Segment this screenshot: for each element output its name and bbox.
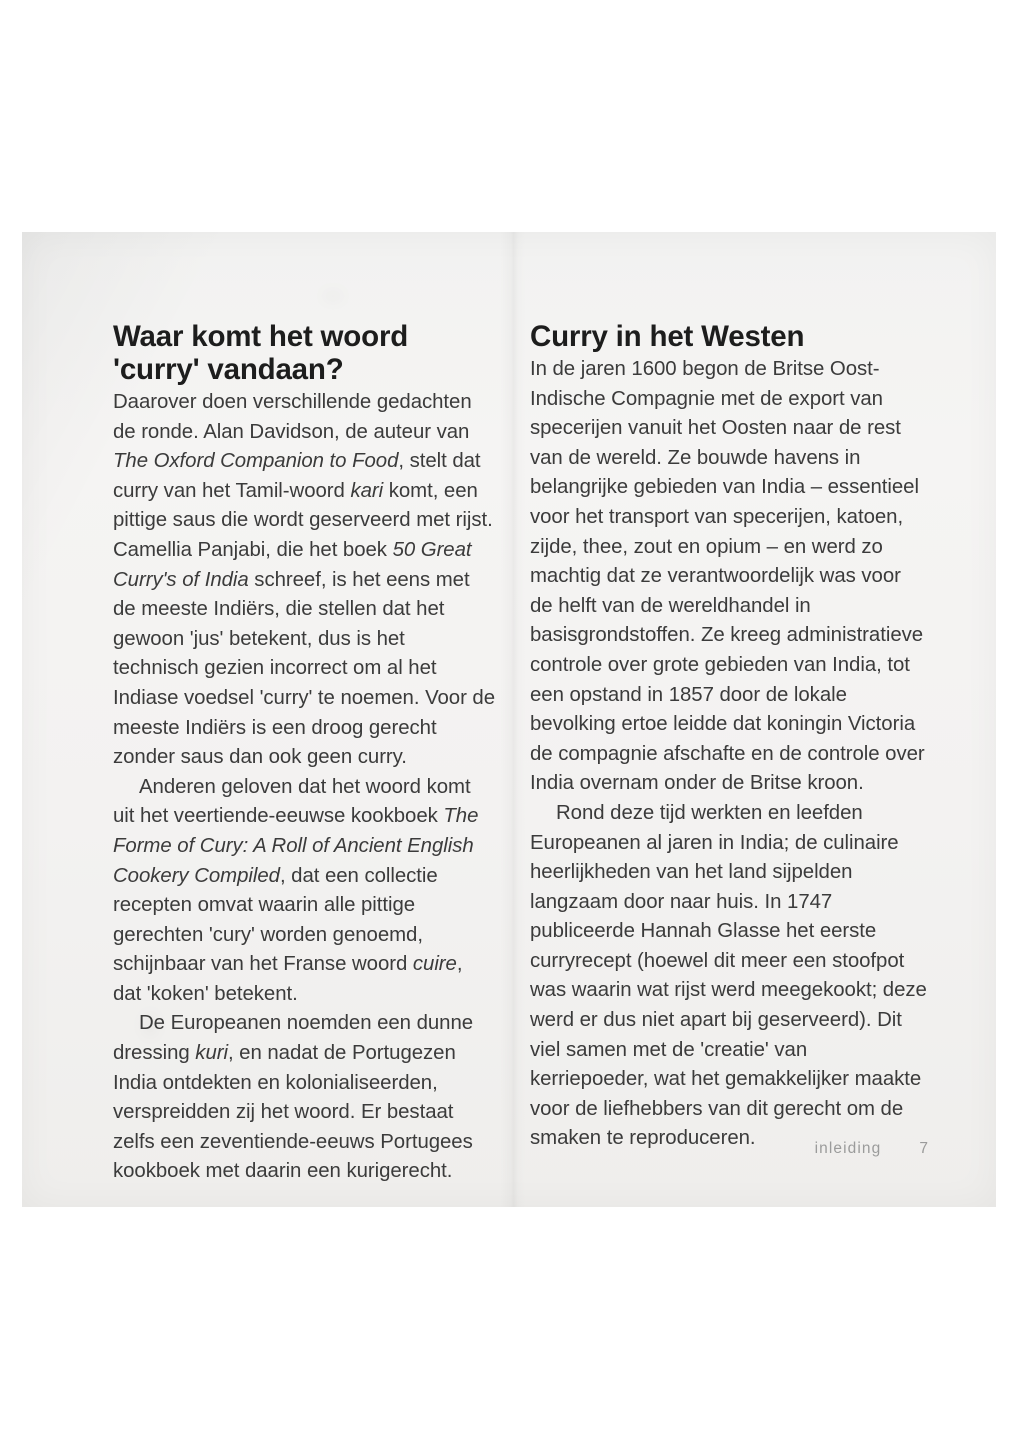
left-text-column bbox=[113, 320, 495, 1187]
left-column-body bbox=[113, 388, 495, 1187]
italic-title: kuri bbox=[195, 1042, 228, 1065]
right-column-heading: Curry in het Westen bbox=[530, 320, 805, 353]
body-paragraph: In de jaren 1600 begon de Britse Oost-Indische Compagnie met de export van specerijen vanuit het Oosten naar de rest van de wereld. Ze bouwde havens in belangrijke gebieden van India – essentieel voor het transport van specerijen, katoen, zijde, thee, zout en opium – en werd zo machtig dat ze verantwoordelijk was voor de helft van de wereldhandel in basisgrondstoffen. Ze kreeg administratieve controle over grote gebieden van India, tot een opstand in 1857 door de lokale bevolking ertoe leidde dat koningin Victoria de compagnie afschafte en de controle over India overnam onder de Britse kroon. bbox=[530, 358, 925, 795]
italic-title: 50 Great Curry's of India bbox=[113, 538, 472, 591]
scanned-page-sheet bbox=[22, 232, 996, 1207]
right-text-column bbox=[530, 320, 928, 1154]
left-column-heading: Waar komt het woord 'curry' vandaan? bbox=[113, 320, 409, 386]
page-number: 7 bbox=[919, 1140, 928, 1157]
article-columns bbox=[22, 232, 996, 1207]
body-paragraph: Rond deze tijd werkten en leefden Europeanen al jaren in India; de culinaire heerlijkheden van het land sijpelden langzaam door naar huis. In 1747 publiceerde Hannah Glasse het eerste curryrecept (hoewel dit meer een stoofpot was waarin wat rijst werd meegekookt; deze werd er dus niet apart bij geserveerd). Dit viel samen met de 'creatie' van kerriepoeder, wat het gemakkelijker maakte voor de liefhebbers van dit gerecht om de smaken te reproduceren. bbox=[530, 801, 927, 1150]
body-paragraph: De Europeanen noemden een dunne dressing kuri, en nadat de Portugezen India ontdekten en kolonialiseerden, verspreidden zij het woord. Er bestaat zelfs een zeventiende-eeuws Portugees kookboek met daarin een kurigerecht. bbox=[113, 1012, 474, 1183]
italic-title: The Forme of Cury: A Roll of Ancient English Cookery Compiled bbox=[113, 805, 479, 887]
body-paragraph: Anderen geloven dat het woord komt uit het veertiende-eeuwse kookboek The Forme of Cury: A Roll of Ancient English Cookery Compiled, dat een collectie recepten omvat waarin alle pittige gerechten 'cury' worden genoemd, schijnbaar van het Franse woord cuire, dat 'koken' betekent. bbox=[113, 775, 479, 1005]
right-column-body bbox=[530, 355, 928, 1154]
footer-section-label: inleiding bbox=[814, 1140, 882, 1157]
italic-title: The Oxford Companion to Food bbox=[113, 450, 399, 473]
italic-title: kari bbox=[350, 479, 384, 502]
page-footer bbox=[530, 1140, 928, 1158]
italic-title: cuire bbox=[412, 953, 457, 976]
body-paragraph: Daarover doen verschillende gedachten de ronde. Alan Davidson, de auteur van The Oxford Companion to Food, stelt dat curry van het Tamil-woord kari komt, een pittige saus die wordt geserveerd met rijst. Camellia Panjabi, die het boek 50 Great Curry's of India schreef, is het eens met de meeste Indiërs, die stellen dat het gewoon 'jus' betekent, dus is het technisch gezien incorrect om al het Indiase voedsel 'curry' te noemen. Voor de meeste Indiërs is een droog gerecht zonder saus dan ook geen curry. bbox=[113, 391, 496, 769]
